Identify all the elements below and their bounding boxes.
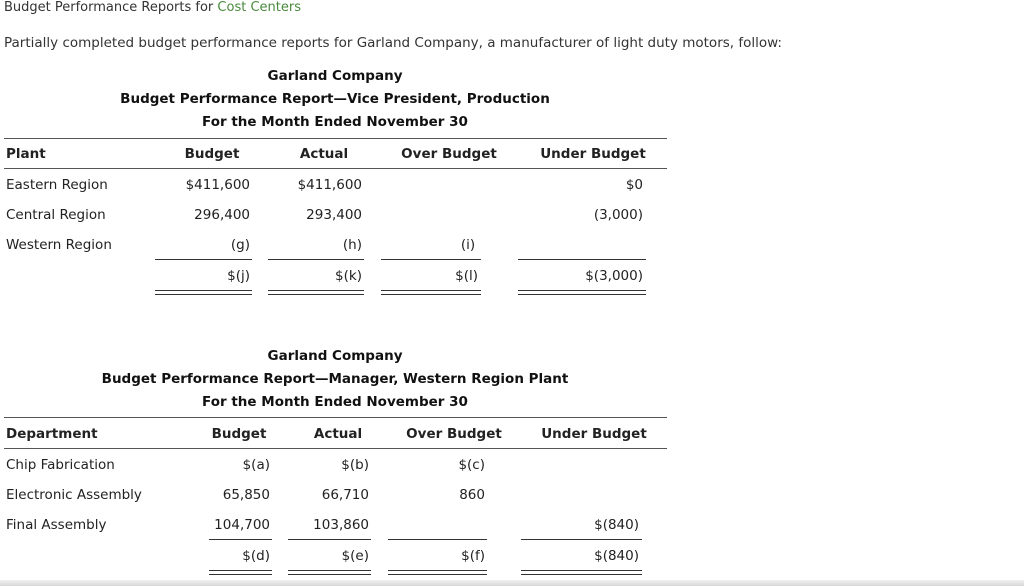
report2-total-budget: $(d)	[242, 548, 270, 564]
report2-row-label: Electronic Assembly	[6, 487, 142, 503]
report1-total-under: $(3,000)	[585, 268, 643, 284]
report1-row-label: Western Region	[6, 237, 112, 253]
report1-budget-underline	[155, 259, 252, 260]
report2-over-double-underline	[388, 570, 487, 575]
report2-row-actual: 103,860	[313, 517, 369, 533]
breadcrumb-prefix: Budget Performance Reports for	[4, 0, 218, 15]
report2-row-over: 860	[459, 487, 485, 503]
report2-row-budget: $(a)	[242, 457, 270, 473]
report2-header-over: Over Budget	[406, 426, 502, 442]
report2-actual-double-underline	[288, 570, 371, 575]
report2-row-budget: 104,700	[214, 517, 270, 533]
report2-period: For the Month Ended November 30	[202, 394, 468, 410]
report2-over-underline	[388, 539, 487, 540]
report1-total-over: $(l)	[455, 268, 478, 284]
report2-header-department: Department	[6, 426, 98, 442]
report2-total-over: $(f)	[461, 548, 485, 564]
report2-under-double-underline	[521, 570, 642, 575]
report1-under-double-underline	[518, 290, 646, 295]
report1-row-label: Central Region	[6, 207, 106, 223]
report2-row-over: $(c)	[458, 457, 485, 473]
report1-row-over: (i)	[460, 237, 476, 253]
report1-row-under: $0	[625, 177, 643, 193]
report1-over-underline	[381, 259, 481, 260]
report2-row-actual: $(b)	[341, 457, 369, 473]
report1-header-top-rule	[4, 138, 667, 139]
report1-total-budget: $(j)	[227, 268, 250, 284]
report1-row-actual: $411,600	[297, 177, 362, 193]
report2-company: Garland Company	[267, 348, 403, 364]
breadcrumb	[4, 0, 301, 15]
report1-title: Budget Performance Report—Vice President, Production	[120, 91, 550, 107]
report1-header-bottom-rule	[4, 168, 667, 169]
report1-header-budget: Budget	[184, 146, 240, 162]
report1-actual-double-underline	[268, 290, 364, 295]
report2-header-under: Under Budget	[541, 426, 647, 442]
report2-total-under: $(840)	[594, 548, 639, 564]
report2-total-actual: $(e)	[341, 548, 369, 564]
report1-company: Garland Company	[267, 68, 403, 84]
report2-header-actual: Actual	[313, 426, 363, 442]
report1-over-double-underline	[381, 290, 481, 295]
report1-row-budget: 296,400	[194, 207, 250, 223]
cost-centers-link[interactable]: Cost Centers	[217, 0, 301, 15]
bottom-scroll-edge	[0, 580, 1024, 586]
report1-header-actual: Actual	[299, 146, 349, 162]
report1-under-underline	[518, 259, 646, 260]
report2-row-label: Chip Fabrication	[6, 457, 115, 473]
report2-budget-double-underline	[209, 570, 272, 575]
report1-row-actual: 293,400	[306, 207, 362, 223]
report2-header-budget: Budget	[211, 426, 267, 442]
report2-title: Budget Performance Report—Manager, Western Region Plant	[101, 371, 569, 387]
report1-row-actual: (h)	[342, 237, 362, 253]
report1-total-actual: $(k)	[335, 268, 362, 284]
report1-period: For the Month Ended November 30	[202, 114, 468, 130]
report2-row-budget: 65,850	[222, 487, 270, 503]
report2-under-underline	[521, 539, 642, 540]
report1-actual-underline	[268, 259, 364, 260]
report2-budget-underline	[209, 539, 272, 540]
report2-row-label: Final Assembly	[6, 517, 107, 533]
report2-row-under: $(840)	[594, 517, 639, 533]
report2-actual-underline	[288, 539, 371, 540]
report1-budget-double-underline	[155, 290, 252, 295]
report2-header-top-rule	[4, 417, 667, 418]
report1-row-label: Eastern Region	[6, 177, 108, 193]
report1-header-over: Over Budget	[401, 146, 497, 162]
report2-row-actual: 66,710	[321, 487, 369, 503]
report1-row-budget: $411,600	[185, 177, 250, 193]
report2-header-bottom-rule	[4, 448, 667, 449]
intro-text: Partially completed budget performance reports for Garland Company, a manufacturer of light duty motors, follow:	[4, 35, 782, 51]
report1-row-budget: (g)	[230, 237, 250, 253]
report1-row-under: (3,000)	[593, 207, 643, 223]
report1-header-plant: Plant	[6, 146, 46, 162]
report1-header-under: Under Budget	[540, 146, 646, 162]
